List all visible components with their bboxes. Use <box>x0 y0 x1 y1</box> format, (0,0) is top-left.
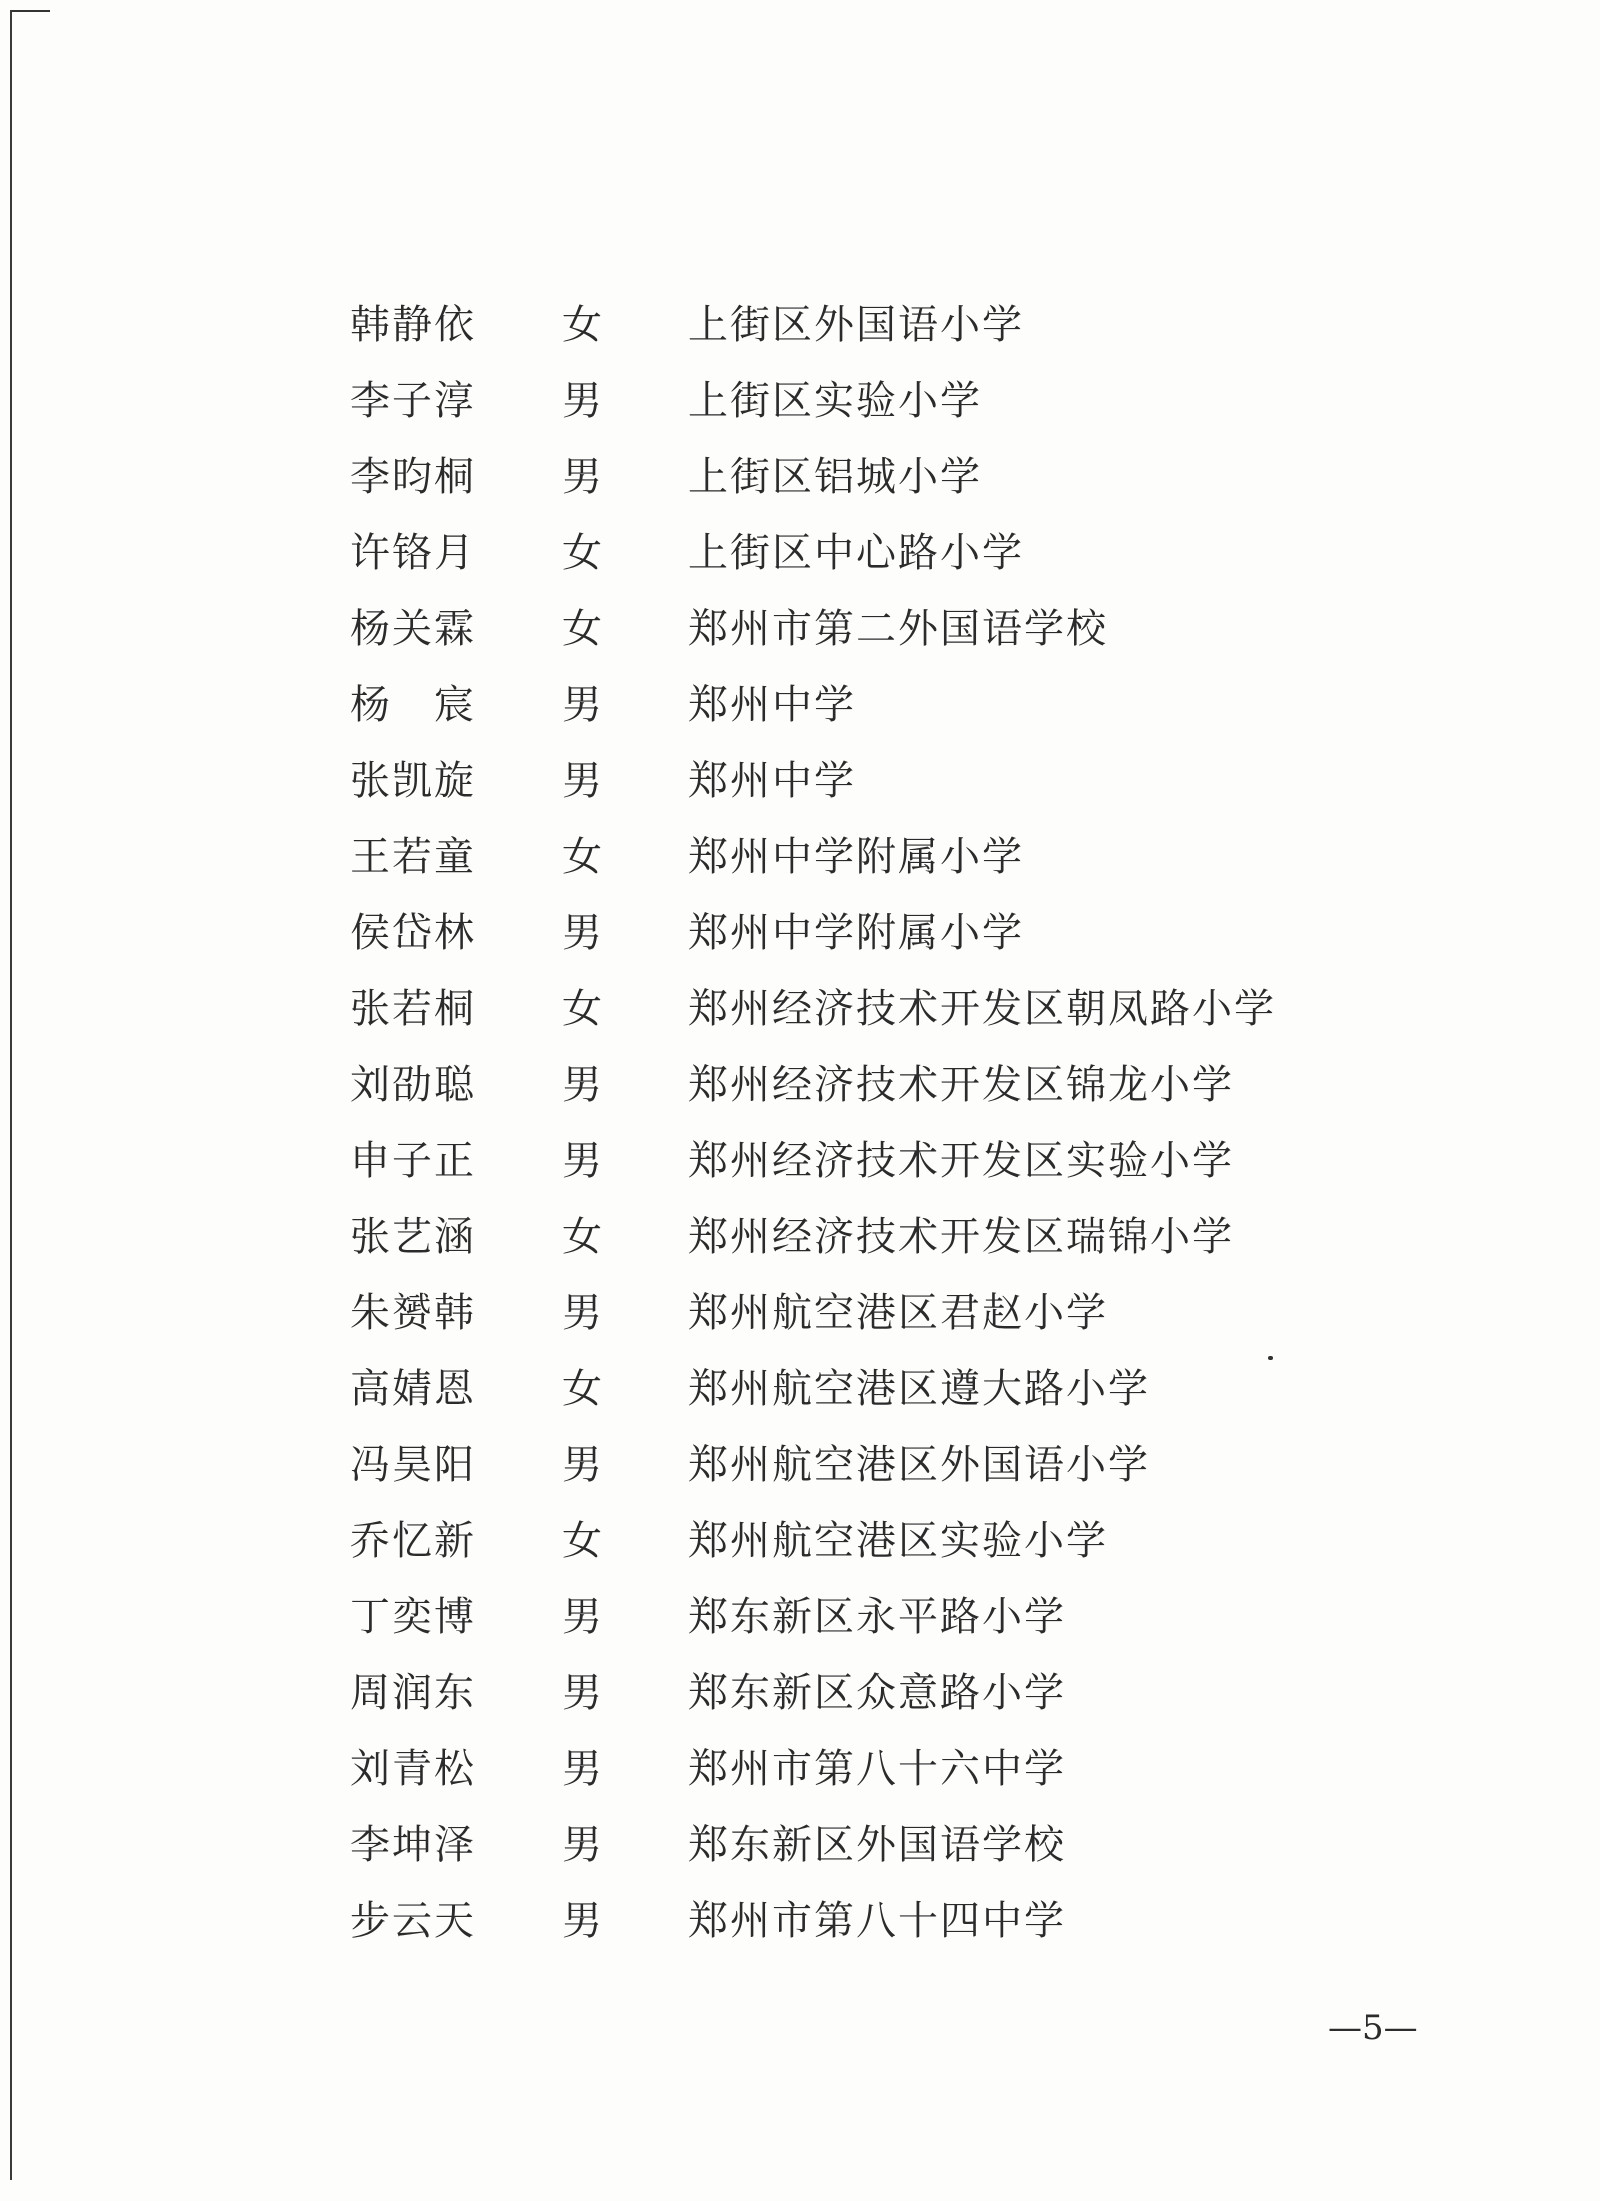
roster-row <box>0 1437 1600 1493</box>
student-school: 郑东新区众意路小学 <box>688 1670 1066 1716</box>
roster-row <box>0 373 1600 429</box>
student-name: 许铬月 <box>350 530 476 576</box>
student-name: 张凯旋 <box>350 758 476 804</box>
roster-row <box>0 829 1600 885</box>
student-school: 郑州航空港区遵大路小学 <box>688 1366 1150 1412</box>
student-school: 郑州中学附属小学 <box>688 910 1024 956</box>
student-name: 乔忆新 <box>350 1518 476 1564</box>
student-name: 李坤泽 <box>350 1822 476 1868</box>
student-gender: 男 <box>562 1138 602 1184</box>
roster-row <box>0 1285 1600 1341</box>
student-name: 李子淳 <box>350 378 476 424</box>
roster-row <box>0 1209 1600 1265</box>
student-school: 上街区铝城小学 <box>688 454 982 500</box>
roster-row <box>0 601 1600 657</box>
student-gender: 女 <box>562 1518 602 1564</box>
student-gender: 男 <box>562 1898 602 1944</box>
roster-row <box>0 1665 1600 1721</box>
roster-row <box>0 905 1600 961</box>
roster-row <box>0 1741 1600 1797</box>
student-gender: 男 <box>562 1290 602 1336</box>
student-name: 韩静依 <box>350 302 476 348</box>
student-school: 郑州经济技术开发区实验小学 <box>688 1138 1234 1184</box>
student-school: 郑州航空港区实验小学 <box>688 1518 1108 1564</box>
student-school: 郑州航空港区外国语小学 <box>688 1442 1150 1488</box>
student-name: 申子正 <box>350 1138 476 1184</box>
student-gender: 男 <box>562 1822 602 1868</box>
student-name: 张艺涵 <box>350 1214 476 1260</box>
student-gender: 男 <box>562 1062 602 1108</box>
student-name: 冯昊阳 <box>350 1442 476 1488</box>
roster-row <box>0 981 1600 1037</box>
student-gender: 男 <box>562 1746 602 1792</box>
student-school: 郑州经济技术开发区锦龙小学 <box>688 1062 1234 1108</box>
student-name: 刘青松 <box>350 1746 476 1792</box>
student-name: 刘劭聪 <box>350 1062 476 1108</box>
student-gender: 男 <box>562 454 602 500</box>
student-school: 郑州中学 <box>688 758 856 804</box>
student-gender: 男 <box>562 1442 602 1488</box>
student-gender: 男 <box>562 1670 602 1716</box>
student-gender: 女 <box>562 986 602 1032</box>
student-school: 郑州经济技术开发区朝凤路小学 <box>688 986 1276 1032</box>
student-name: 李昀桐 <box>350 454 476 500</box>
student-gender: 女 <box>562 1214 602 1260</box>
student-school: 郑东新区外国语学校 <box>688 1822 1066 1868</box>
student-school: 上街区外国语小学 <box>688 302 1024 348</box>
student-school: 郑州市第八十六中学 <box>688 1746 1066 1792</box>
student-school: 郑州经济技术开发区瑞锦小学 <box>688 1214 1234 1260</box>
student-name: 杨关霖 <box>350 606 476 652</box>
student-name: 周润东 <box>350 1670 476 1716</box>
student-school: 郑州航空港区君赵小学 <box>688 1290 1108 1336</box>
roster-row <box>0 1361 1600 1417</box>
roster-row <box>0 525 1600 581</box>
student-gender: 男 <box>562 682 602 728</box>
student-school: 郑东新区永平路小学 <box>688 1594 1066 1640</box>
student-school: 上街区实验小学 <box>688 378 982 424</box>
student-name: 丁奕博 <box>350 1594 476 1640</box>
student-name: 步云天 <box>350 1898 476 1944</box>
roster-row <box>0 297 1600 353</box>
scan-speck <box>1268 1356 1273 1360</box>
roster-row <box>0 449 1600 505</box>
student-name: 高婧恩 <box>350 1366 476 1412</box>
student-school: 郑州中学附属小学 <box>688 834 1024 880</box>
roster-row <box>0 1817 1600 1873</box>
roster-row <box>0 1893 1600 1949</box>
roster-row <box>0 1589 1600 1645</box>
student-gender: 女 <box>562 834 602 880</box>
roster-row <box>0 1057 1600 1113</box>
student-school: 郑州市第八十四中学 <box>688 1898 1066 1944</box>
student-gender: 男 <box>562 910 602 956</box>
student-name: 朱赟韩 <box>350 1290 476 1336</box>
student-name: 张若桐 <box>350 986 476 1032</box>
student-gender: 女 <box>562 302 602 348</box>
student-gender: 女 <box>562 606 602 652</box>
student-school: 郑州中学 <box>688 682 856 728</box>
student-school: 上街区中心路小学 <box>688 530 1024 576</box>
student-gender: 男 <box>562 1594 602 1640</box>
student-school: 郑州市第二外国语学校 <box>688 606 1108 652</box>
page-number: —5— <box>1328 2008 1418 2048</box>
student-gender: 男 <box>562 758 602 804</box>
roster-row <box>0 753 1600 809</box>
student-name: 杨 宸 <box>350 682 476 728</box>
student-gender: 男 <box>562 378 602 424</box>
student-gender: 女 <box>562 530 602 576</box>
student-name: 侯岱林 <box>350 910 476 956</box>
student-name: 王若童 <box>350 834 476 880</box>
roster-row <box>0 1133 1600 1189</box>
roster-row <box>0 1513 1600 1569</box>
roster-row <box>0 677 1600 733</box>
student-gender: 女 <box>562 1366 602 1412</box>
